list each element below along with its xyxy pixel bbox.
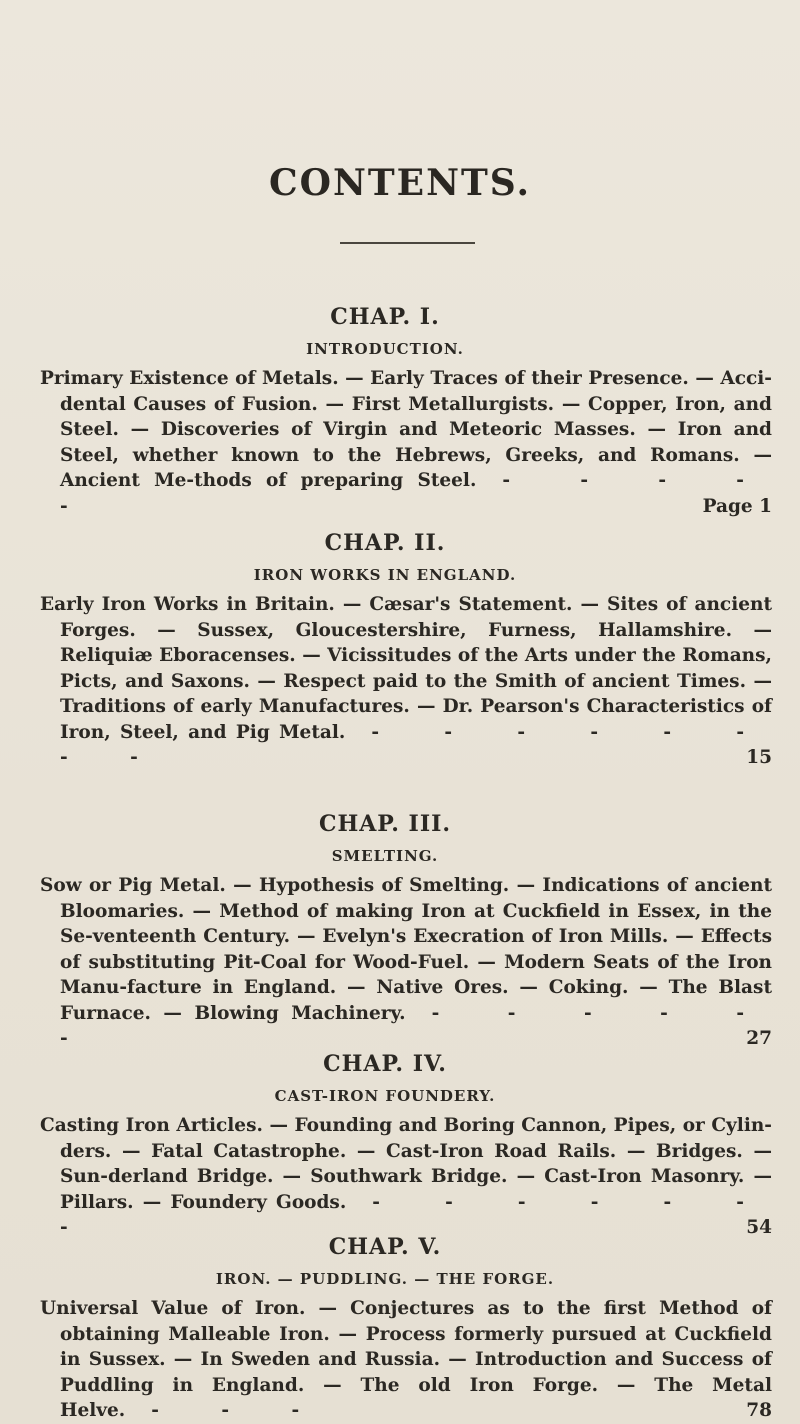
chapter-summary-text: Casting Iron Articles. — Founding and Boring Cannon, Pipes, or Cylin-ders. — Fatal Catastrophe. — Cast-Iron Road Rails. — Bridges. — Sun-derland Bridge. — Southwark Bridge. — Cast-Iron Masonry. — Pillars. — Foundery Goods. (40, 1115, 772, 1213)
chapter-summary (40, 366, 772, 519)
chapter-3 (0, 811, 800, 1052)
page-reference: 78 (746, 1400, 772, 1421)
chapter-summary-text: Primary Existence of Metals. — Early Traces of their Presence. — Acci-dental Causes of Fusion. — First Metallurgists. — Copper, Iron, and Steel. — Discoveries of Virgin and Meteoric Masses. — Iron and Steel, whether known to the Hebrews, Greeks, and Romans. — Ancient Me-thods of preparing Steel. (40, 368, 772, 491)
chapter-summary (40, 1113, 772, 1241)
chapter-1 (0, 304, 800, 519)
title-divider (340, 242, 475, 244)
chapter-summary (40, 592, 772, 771)
dot-leader: - - - - - - - (60, 1191, 772, 1238)
chapter-subtitle: INTRODUCTION. (306, 340, 464, 358)
chapter-summary-text: Sow or Pig Metal. — Hypothesis of Smelting. — Indications of ancient Bloomaries. — Method of making Iron at Cuckfield in Essex, in the Se-venteenth Century. — Evelyn's Execration of Iron Mills. — Effects of substituting Pit-Coal for Wood-Fuel. — Modern Seats of the Iron Manu-facture in England. — Native Ores. — Coking. — The Blast Furnace. — Blowing Machinery. (40, 875, 772, 1024)
contents-title: CONTENTS. (268, 162, 532, 204)
chapter-5 (0, 1234, 800, 1424)
dot-leader: - - - (151, 1400, 328, 1421)
chapter-subtitle: SMELTING. (331, 847, 439, 865)
chapter-subtitle: CAST-IRON FOUNDERY. (274, 1087, 496, 1105)
chapter-label: CHAP. I. (330, 304, 440, 330)
chapter-summary (40, 873, 773, 1052)
chapter-2 (0, 530, 800, 771)
page-reference: Page 1 (702, 495, 772, 517)
chapter-subtitle: IRON WORKS IN ENGLAND. (253, 566, 517, 584)
chapter-label: CHAP. III. (318, 811, 452, 837)
chapter-label: CHAP. II. (324, 530, 446, 556)
chapter-label: CHAP. V. (328, 1234, 442, 1260)
chapter-4 (0, 1051, 800, 1241)
chapter-subtitle: IRON. — PUDDLING. — THE FORGE. (215, 1270, 555, 1288)
chapter-summary-text: Early Iron Works in Britain. — Cæsar's Statement. — Sites of ancient Forges. — Sussex, Gloucestershire, Furness, Hallamshire. — Reliquiæ Eboracenses. — Vicissitudes of the Arts under the Romans, Picts, and Saxons. — Respect paid to the Smith of ancient Times. — Traditions of early Manufactures. — Dr. Pearson's Characteristics of Iron, Steel, and Pig Metal. (40, 594, 772, 743)
chapter-label: CHAP. IV. (323, 1051, 447, 1077)
page-reference: 15 (746, 747, 772, 768)
dot-leader: - - - - - - (60, 1002, 773, 1049)
chapter-summary-text: Universal Value of Iron. — Conjectures as to the first Method of obtaining Malleable Iron. — Process formerly pursued at Cuckfield in Sussex. — In Sweden and Russia. — Introduction and Success of Puddling in England. — The old Iron Forge. — The Metal Helve. (40, 1298, 772, 1421)
dot-leader: - - - - - - - - (60, 721, 772, 768)
page-reference: 27 (746, 1028, 772, 1049)
chapter-summary (40, 1296, 772, 1424)
dot-leader: - - - - - (60, 470, 772, 517)
page-reference: 54 (746, 1217, 772, 1238)
